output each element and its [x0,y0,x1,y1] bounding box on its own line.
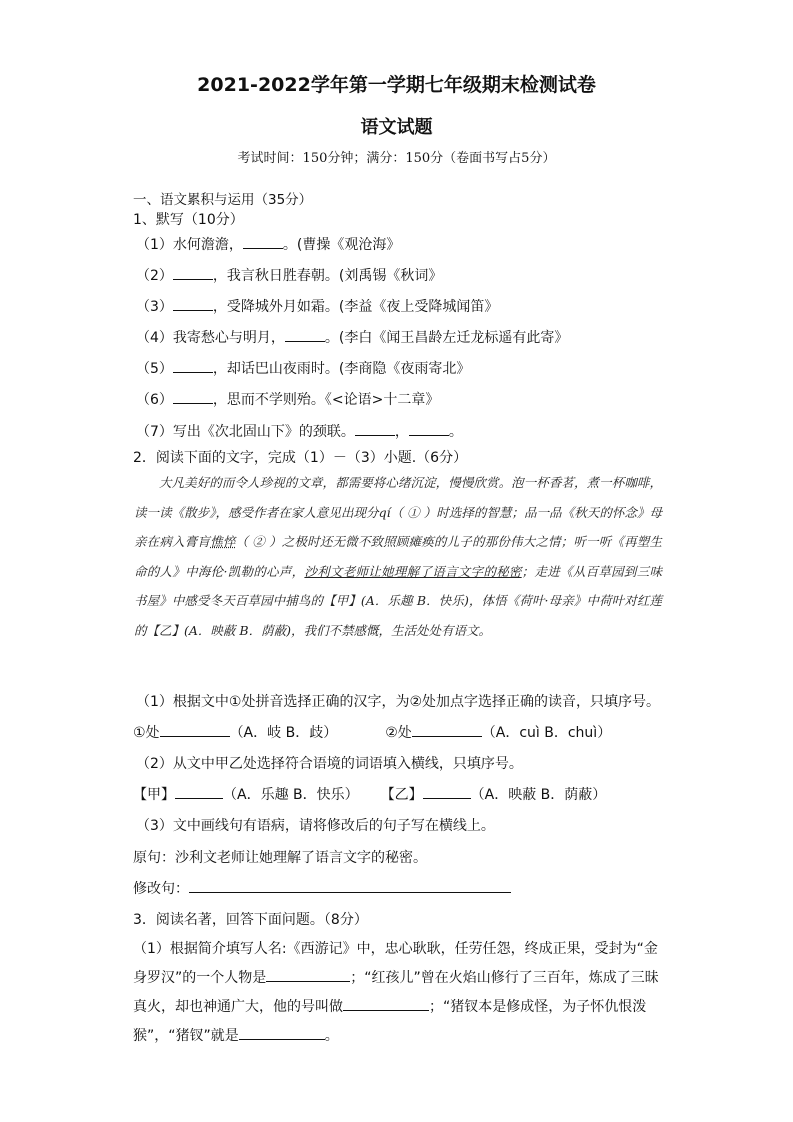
q1-item-5-pre: （5） [136,361,173,377]
answer-blank[interactable] [243,234,283,249]
sub2-a-options: （A．乐趣 B．快乐） [223,787,359,803]
revise-label: 修改句： [133,881,189,897]
answer-blank[interactable] [343,996,429,1011]
q1-item-7 [136,421,463,441]
passage-part-2: （ ② ）之极时还无微不致照顾瘫痪的儿子的那份伟大之情；听一听《再塑生命的人》中海伦·凯勒的心声， [134,534,662,579]
q1-item-2-post: ，我言秋日胜春朝。(刘禹锡《秋词》 [212,268,443,284]
q2-sub2: （2）从文中甲乙处选择符合语境的词语填入横线，只填序号。 [136,756,523,772]
q1-label: 1、默写（10分） [133,212,244,228]
q1-item-7-post: 。 [448,424,463,440]
sub1-a-label: ①处 [133,725,160,741]
q1-item-7-mid: ， [394,424,409,440]
answer-blank[interactable] [173,265,213,280]
q1-item-1-pre: （1）水何澹澹， [136,237,243,253]
sub1-b-label: ②处 [385,725,412,741]
q1-item-4-post: 。(李白《闻王昌龄左迁龙标遥有此寄》 [324,330,569,346]
q2-sub1-answers [133,722,611,742]
answer-blank[interactable] [355,421,395,436]
reading-passage [134,468,662,646]
q1-item-2 [136,265,442,285]
q1-item-1-post: 。(曹操《观沧海》 [282,237,401,253]
original-sentence: 原句：沙利文老师让她理解了语言文字的秘密。 [133,850,427,866]
q2-sub2-answers [133,784,606,804]
sub1-b-options: （A．cuì B．chuì） [481,725,612,741]
q1-item-2-pre: （2） [136,268,173,284]
sub2-a-label: 【甲】 [133,787,175,803]
q3-text-3: ；“猪钗本是修成怪，为子怀仇恨泼猴”，“猪钗”就是 [133,999,647,1044]
subject-title: 语文试题 [360,117,433,138]
revised-sentence-row [133,878,511,898]
section-heading: 一、语文累积与运用（35分） [133,192,313,208]
answer-blank[interactable] [409,421,449,436]
q1-item-6-pre: （6） [136,392,173,408]
q1-item-7-pre: （7）写出《次北固山下》的颈联。 [136,424,355,440]
q1-item-3 [136,296,498,316]
answer-blank[interactable] [285,327,325,342]
q2-sub3: （3）文中画线句有语病，请将修改后的句子写在横线上。 [136,818,495,834]
exam-title: 2021-2022学年第一学期七年级期末检测试卷 [197,74,596,96]
answer-blank[interactable] [423,784,471,799]
q1-item-3-post: ，受降城外月如霜。(李益《夜上受降城闻笛》 [212,299,499,315]
q2-label: 2．阅读下面的文字，完成（1）－（3）小题.（6分） [133,450,468,466]
answer-blank[interactable] [173,358,213,373]
answer-blank[interactable] [173,389,213,404]
dotted-word: 憔悴 [210,534,236,550]
answer-blank[interactable] [266,967,350,982]
underlined-sentence: 沙利文老师让她理解了语言文字的秘密 [304,563,522,579]
answer-blank[interactable] [160,722,230,737]
q2-sub1: （1）根据文中①处拼音选择正确的汉字，为②处加点字选择正确的读音，只填序号。 [136,694,661,710]
q1-item-1 [136,234,400,254]
passage-part-3: ；走进《从百草园到三味书屋》中感受冬天百草园中捕鸟的【甲】(A．乐趣 B．快乐)，体悟《荷叶·母亲》中荷叶对红莲的【乙】(A．映蔽 B．荫蔽)，我们不禁感慨，生活处处有语文。 [134,563,662,638]
answer-blank[interactable] [239,1025,325,1040]
passage-part-1: 大凡美好的而令人珍视的文章，都需要将心绪沉淀，慢慢欣赏。泡一杯香茗，煮一杯咖啡，读一读《散步》，感受作者在家人意见出现分qí（ ① ）时选择的智慧；品一品《秋天的怀念》母亲在病入膏肓 [134,475,662,550]
q1-item-5-post: ，却话巴山夜雨时。(李商隐《夜雨寄北》 [212,361,471,377]
sub2-b-options: （A．映蔽 B．荫蔽） [470,787,607,803]
q1-item-5 [136,358,470,378]
q3-label: 3．阅读名著，回答下面问题。（8分） [133,912,368,928]
q3-text-1: （1）根据简介填写人名:《西游记》中，忠心耿耿，任劳任怨，终成正果，受封为“金身罗汉”的一个人物是 [133,941,658,986]
q1-item-3-pre: （3） [136,299,173,315]
q1-item-6-post: ，思而不学则殆。《<论语>十二章》 [212,392,440,408]
answer-blank[interactable] [175,784,223,799]
answer-blank[interactable] [189,878,511,893]
q3-text-4: 。 [324,1028,339,1044]
q1-item-6 [136,389,439,409]
q1-item-4-pre: （4）我寄愁心与明月， [136,330,285,346]
sub2-b-label: 【乙】 [380,787,423,803]
answer-blank[interactable] [412,722,482,737]
q3-question [133,935,663,1051]
answer-blank[interactable] [173,296,213,311]
q1-item-4 [136,327,568,347]
sub1-a-options: （A．岐 B．歧） [229,725,338,741]
exam-info: 考试时间：150分钟；满分：150分（卷面书写占5分） [237,151,556,166]
q3-text-2: ；“红孩儿”曾在火焰山修行了三百年，炼成了三昧真火，却也神通广大，他的号叫做 [133,970,659,1015]
